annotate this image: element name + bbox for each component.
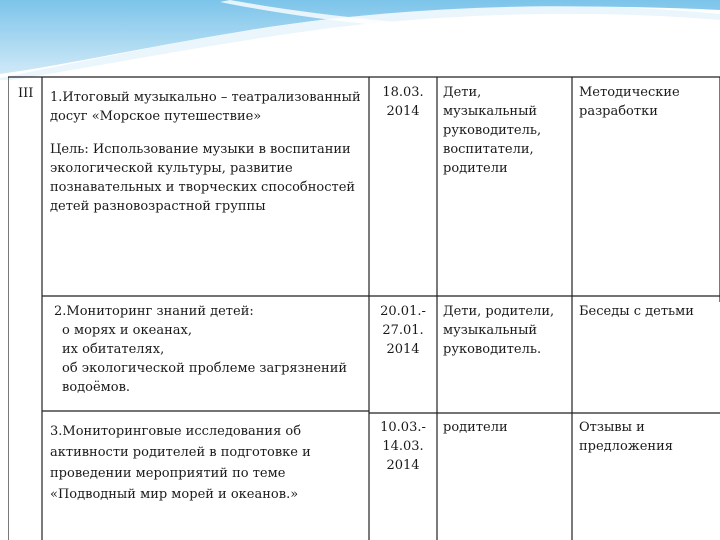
row-3-participants	[443, 418, 508, 437]
row-1-date	[369, 83, 437, 121]
row-1-content-line: 1.Итоговый музыкально – театрализованный	[50, 90, 361, 105]
row-2-content-line: их обитателях,	[62, 342, 165, 357]
row-3-content	[50, 421, 311, 505]
row-1-goal-line: познавательных и творческих способностей	[50, 180, 356, 195]
row-2-participants-line: Дети, родители,	[443, 304, 555, 319]
row-1-result-line: Методические	[579, 85, 680, 100]
row-1-goal-line: экологической культуры, развитие	[50, 161, 293, 176]
row-1-date-line: 2014	[386, 104, 420, 119]
section-number: III	[18, 86, 34, 101]
row-3-result	[579, 418, 673, 456]
row-3-content-line: «Подводный мир морей и океанов.»	[50, 487, 299, 502]
row-1-goal-line: детей разновозрастной группы	[50, 199, 266, 214]
row-1-participants-line: родители	[443, 161, 508, 176]
row-1-participants-line: воспитатели,	[443, 142, 534, 157]
row-3-participants-line: родители	[443, 420, 508, 435]
row-1-participants-line: музыкальный	[443, 104, 538, 119]
row-2-content-line: о морях и океанах,	[62, 323, 192, 338]
row-2-result	[579, 302, 694, 321]
row-1-participants-line: Дети,	[443, 85, 482, 100]
row-2-content-line: 2.Мониторинг знаний детей:	[54, 304, 254, 319]
row-3-result-line: Отзывы и	[579, 420, 645, 435]
row-2-content	[54, 302, 347, 397]
row-3-date-line: 14.03.	[382, 439, 424, 454]
row-3-result-line: предложения	[579, 439, 673, 454]
row-1-content	[50, 88, 361, 216]
row-1-content-line: досуг «Морское путешествие»	[50, 109, 262, 124]
row-3-date	[369, 418, 437, 475]
row-2-participants	[443, 302, 554, 359]
row-1-result	[579, 83, 680, 121]
row-2-date-line: 27.01.	[382, 323, 424, 338]
row-1-participants-line: руководитель,	[443, 123, 542, 138]
row-2-participants-line: руководитель.	[443, 342, 542, 357]
row-2-result-line: Беседы с детьми	[579, 304, 694, 319]
row-3-date-line: 2014	[386, 458, 420, 473]
row-3-content-line: проведении мероприятий по теме	[50, 466, 286, 481]
plan-table	[8, 76, 720, 540]
row-2-date	[369, 302, 437, 359]
row-1-date-line: 18.03.	[382, 85, 424, 100]
header-wave-decoration	[0, 0, 720, 80]
row-1-result-line: разработки	[579, 104, 658, 119]
row-3-content-line: активности родителей в подготовке и	[50, 445, 311, 460]
row-3-content-line: 3.Мониторинговые исследования об	[50, 424, 302, 439]
row-2-content-line: водоёмов.	[62, 380, 131, 395]
row-3-date-line: 10.03.-	[380, 420, 426, 435]
row-2-date-line: 2014	[386, 342, 420, 357]
row-1-participants	[443, 83, 541, 178]
row-1-goal-line: Цель: Использование музыки в воспитании	[50, 142, 351, 157]
row-2-content-line: об экологической проблеме загрязнений	[62, 361, 348, 376]
row-2-participants-line: музыкальный	[443, 323, 538, 338]
row-2-date-line: 20.01.-	[380, 304, 426, 319]
